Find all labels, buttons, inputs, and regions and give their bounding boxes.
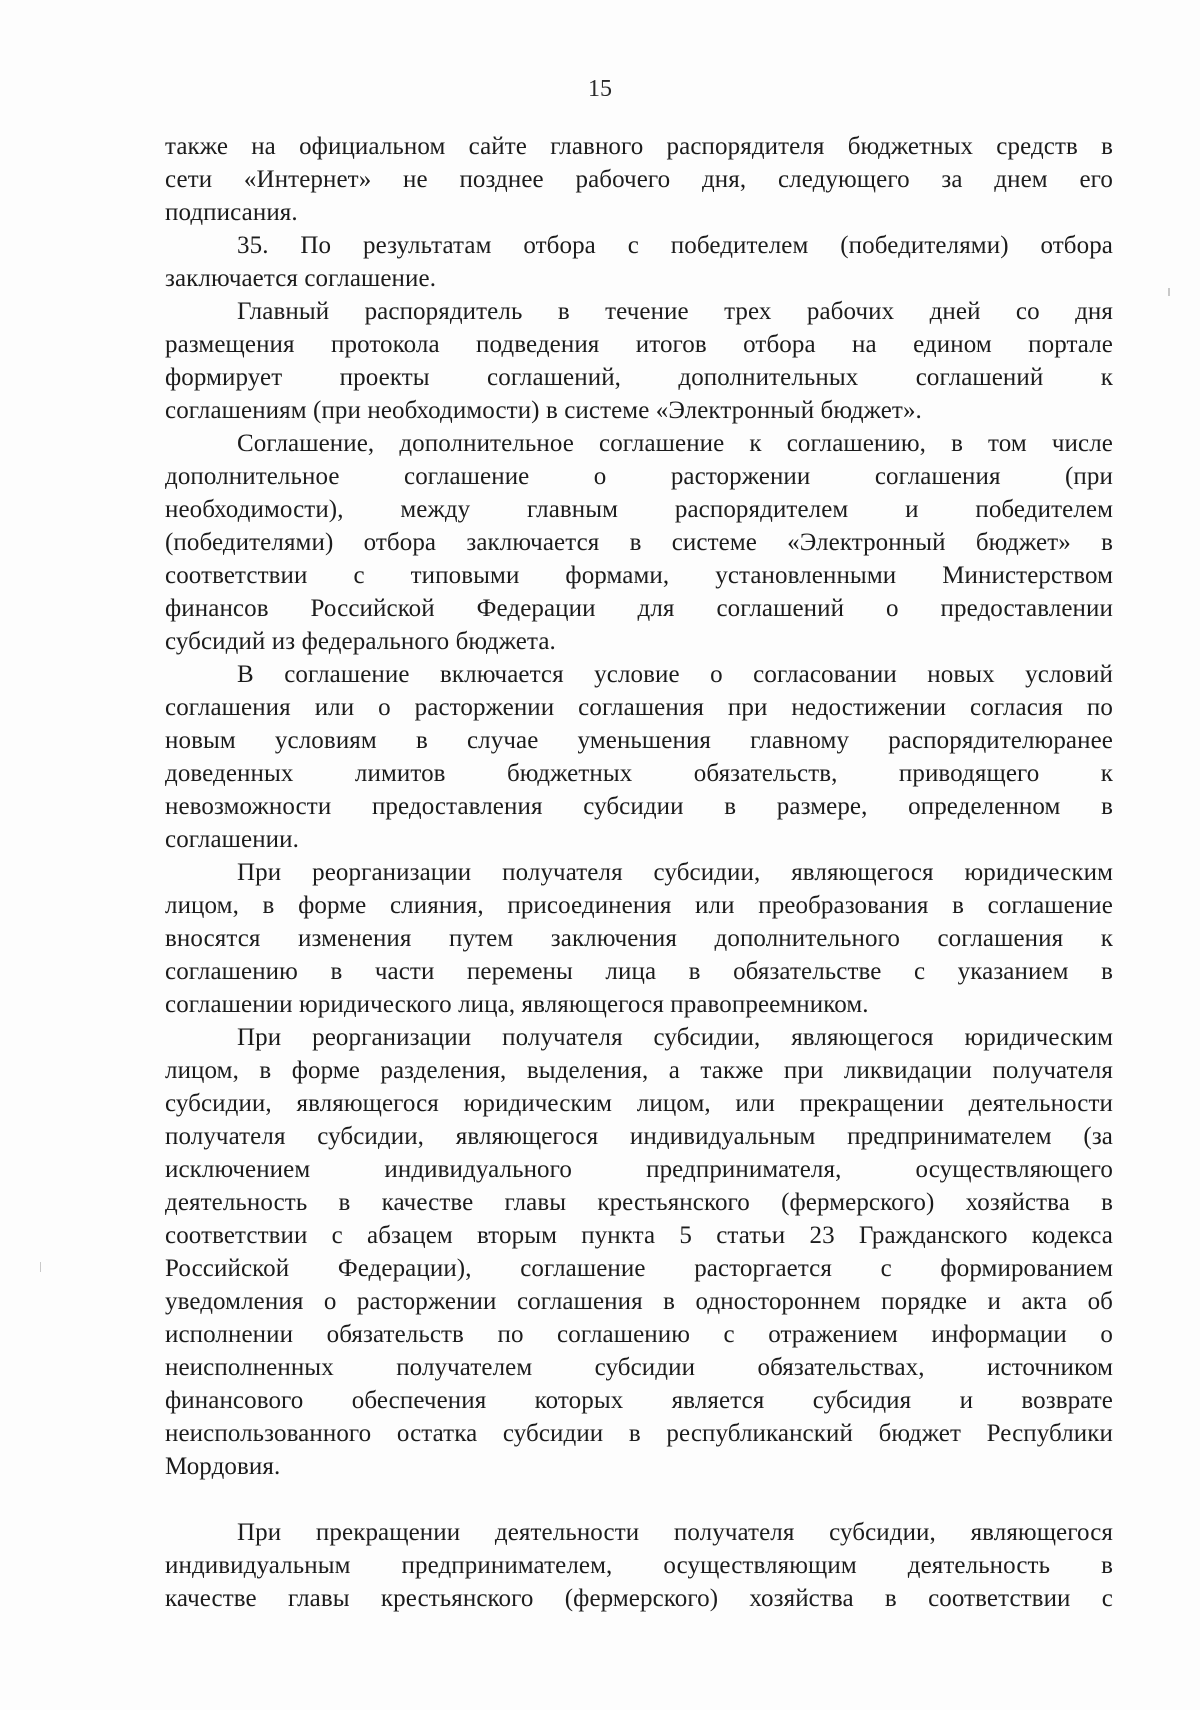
text-line: новым условиям в случае уменьшения главному распорядителюранее (165, 727, 1113, 754)
text-line: получателя субсидии, являющегося индивидуальным предпринимателем (за (165, 1123, 1113, 1150)
text-line: лицом, в форме разделения, выделения, а также при ликвидации получателя (165, 1057, 1113, 1084)
text-line: формирует проекты соглашений, дополнительных соглашений к (165, 364, 1113, 391)
text-line: соглашения или о расторжении соглашения при недостижении согласия по (165, 694, 1113, 721)
text-line: вносятся изменения путем заключения дополнительного соглашения к (165, 925, 1113, 952)
text-line: качестве главы крестьянского (фермерского) хозяйства в соответствии с (165, 1585, 1113, 1612)
text-line: В соглашение включается условие о согласовании новых условий (237, 661, 1113, 688)
text-line: неиспользованного остатка субсидии в республиканский бюджет Республики (165, 1420, 1113, 1447)
text-line: 35. По результатам отбора с победителем (победителями) отбора (237, 232, 1113, 259)
text-line: субсидии, являющегося юридическим лицом, или прекращении деятельности (165, 1090, 1113, 1117)
text-line: соглашении. (165, 826, 299, 853)
text-line: неисполненных получателем субсидии обязательствах, источником (165, 1354, 1113, 1381)
text-line: деятельность в качестве главы крестьянского (фермерского) хозяйства в (165, 1189, 1113, 1216)
text-line: Главный распорядитель в течение трех рабочих дней со дня (237, 298, 1113, 325)
text-line: лицом, в форме слияния, присоединения или преобразования в соглашение (165, 892, 1113, 919)
text-line: невозможности предоставления субсидии в размере, определенном в (165, 793, 1113, 820)
text-line: дополнительное соглашение о расторжении соглашения (при (165, 463, 1113, 490)
text-line: размещения протокола подведения итогов отбора на едином портале (165, 331, 1113, 358)
text-line: При прекращении деятельности получателя субсидии, являющегося (237, 1519, 1113, 1546)
text-line: исполнении обязательств по соглашению с отражением информации о (165, 1321, 1113, 1348)
text-line: Российской Федерации), соглашение расторгается с формированием (165, 1255, 1113, 1282)
text-line: индивидуальным предпринимателем, осуществляющим деятельность в (165, 1552, 1113, 1579)
text-line: уведомления о расторжении соглашения в одностороннем порядке и акта об (165, 1288, 1113, 1315)
text-line: подписания. (165, 199, 298, 226)
text-line: финансов Российской Федерации для соглашений о предоставлении (165, 595, 1113, 622)
text-line: Соглашение, дополнительное соглашение к соглашению, в том числе (237, 430, 1113, 457)
text-line: Мордовия. (165, 1453, 281, 1480)
scan-artifact (1168, 288, 1170, 296)
scan-artifact (40, 1262, 41, 1272)
text-line: исключением индивидуального предпринимателя, осуществляющего (165, 1156, 1113, 1183)
document-body (165, 130, 1113, 1615)
page-number: 15 (588, 76, 612, 102)
text-line: заключается соглашение. (165, 265, 437, 292)
text-line: соглашению в части перемены лица в обязательстве с указанием в (165, 958, 1113, 985)
text-line: финансового обеспечения которых является субсидия и возврате (165, 1387, 1113, 1414)
text-line: соглашении юридического лица, являющегося правопреемником. (165, 991, 869, 1018)
text-line: (победителями) отбора заключается в системе «Электронный бюджет» в (165, 529, 1113, 556)
text-line: необходимости), между главным распорядителем и победителем (165, 496, 1113, 523)
text-line: субсидий из федерального бюджета. (165, 628, 556, 655)
text-line: доведенных лимитов бюджетных обязательств, приводящего к (165, 760, 1113, 787)
text-line: При реорганизации получателя субсидии, являющегося юридическим (237, 1024, 1113, 1051)
text-line: соответствии с абзацем вторым пункта 5 статьи 23 Гражданского кодекса (165, 1222, 1113, 1249)
text-line: соглашениям (при необходимости) в системе «Электронный бюджет». (165, 397, 922, 424)
text-line: При реорганизации получателя субсидии, являющегося юридическим (237, 859, 1113, 886)
text-line (165, 1483, 1113, 1516)
text-line: соответствии с типовыми формами, установленными Министерством (165, 562, 1113, 589)
text-line: также на официальном сайте главного распорядителя бюджетных средств в (165, 133, 1113, 160)
text-line: сети «Интернет» не позднее рабочего дня, следующего за днем его (165, 166, 1113, 193)
